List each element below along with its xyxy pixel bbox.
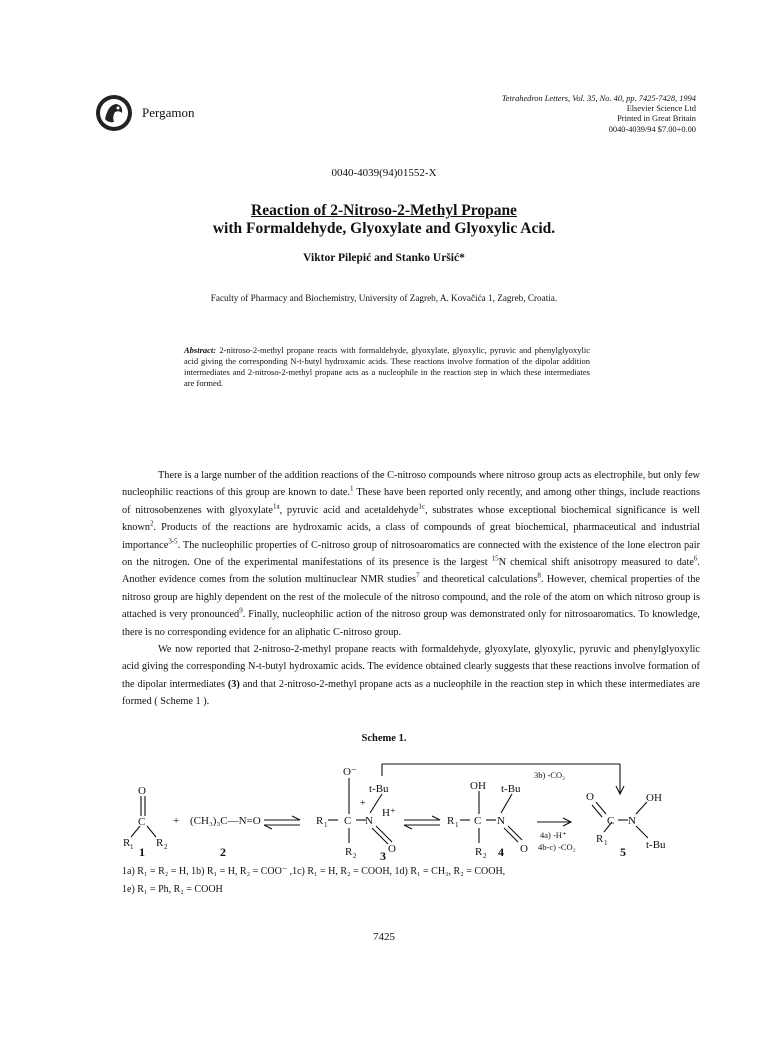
svg-text:+: +: [360, 798, 366, 809]
svg-text:R: R: [447, 815, 455, 827]
scheme-label: Scheme 1.: [361, 733, 407, 744]
svg-text:OH: OH: [470, 780, 486, 792]
publisher-name: Pergamon: [142, 105, 195, 120]
atom-r1: R: [123, 837, 131, 849]
svg-text:R: R: [596, 833, 604, 845]
abstract: [184, 345, 590, 389]
compound-number-4: 4: [498, 845, 504, 859]
svg-text:R: R: [475, 846, 483, 858]
svg-text:C: C: [344, 815, 352, 827]
compound-number-5: 5: [620, 845, 626, 859]
definitions-line-2: 1e) R₁ = Ph, R₂ = COOH: [122, 884, 223, 895]
svg-text:1: 1: [604, 839, 608, 847]
reaction-scheme: [120, 756, 710, 860]
body-text: [122, 467, 700, 711]
svg-text:C: C: [474, 815, 482, 827]
atom-c: C: [138, 816, 146, 828]
svg-text:R: R: [345, 846, 353, 858]
journal-price-code: 0040-4039/94 $7.00+0.00: [608, 124, 696, 134]
svg-text:1: 1: [324, 821, 328, 829]
svg-text:2: 2: [164, 843, 168, 851]
svg-text:1: 1: [130, 843, 134, 851]
abstract-text: 2-nitroso-2-methyl propane reacts with formaldehyde, glyoxylate, glyoxylic, pyruvic and phenylglyoxylic acid giving the corresponding N-t-butyl hydroxamic acids. These reactions involve formation of the dipolar addition intermediates and 2-nitroso-2-methyl propane acts as a nucleophile in the reaction step in which these intermediates are formed.: [184, 345, 591, 388]
svg-text:t-Bu: t-Bu: [501, 783, 521, 795]
svg-text:N: N: [628, 815, 636, 827]
arrow-label-4a: 4a) -H⁺: [540, 830, 567, 840]
svg-text:N: N: [497, 815, 505, 827]
svg-text:O: O: [586, 791, 594, 803]
atom-o: O: [138, 785, 146, 797]
svg-text:O: O: [520, 843, 528, 855]
arrow-label-4bc: 4b-c) -CO₂: [538, 842, 576, 852]
affiliation: Faculty of Pharmacy and Biochemistry, University of Zagreb, A. Kovačića 1, Zagreb, Croatia.: [210, 293, 558, 303]
compound-number-3: 3: [380, 849, 386, 860]
svg-text:1: 1: [455, 821, 459, 829]
svg-text:OH: OH: [646, 792, 662, 804]
reagent-2: (CH₃)₃C—N=O: [190, 815, 261, 827]
title-line-1: Reaction of 2-Nitroso-2-Methyl Propane: [251, 202, 517, 219]
paragraph-1: There is a large number of the addition reactions of the C-nitroso compounds where nitroso group acts as electrophile, but only few nucleophilic reactions of this group are known to date.$^1$ These have been reported only recently, and among other things, include reactions of nitrosobenzenes with glyoxylate$^{1a}$, pyruvic acid and acetaldehyde$^{1c}$, substrates whose exceptional biochemical significance is well known$^2$. Products of the reactions are hydroxamic acids, a class of compounds of great biochemical, pharmaceutical and industrial importance$^{3-5}$. The nucleophilic properties of C-nitroso group of nitrosoaromatics are connected with the existence of the lone electron pair on the nitrogen. One of the experimental manifestations of its presence is the largest $^{15}$N chemical shift anisotropy measured to date$^6$. Another evidence comes from the solution multinuclear NMR studies$^7$ and theoretical calculations$^8$. However, chemical properties of the nitroso group are highly dependent on the rest of the molecule of the nitroso compound, and the role of the atom on which nitroso group is attached is very pronounced$^9$. Finally, nucleophilic action of the nitroso group was demonstrated only for nitrosoaromatics. To knowledge, there is no corresponding evidence for an aliphatic C-nitroso group.: [122, 470, 701, 638]
svg-text:R: R: [316, 815, 324, 827]
svg-text:O: O: [388, 843, 396, 855]
svg-text:t-Bu: t-Bu: [369, 783, 389, 795]
substituent-definitions: [122, 863, 505, 899]
journal-printed: Printed in Great Britain: [617, 114, 696, 124]
journal-citation: Tetrahedron Letters, Vol. 35, No. 40, pp. 7425-7428, 1994: [501, 94, 696, 103]
pergamon-logo-icon: [94, 93, 134, 133]
o-minus: O⁻: [343, 766, 357, 778]
article-title: [60, 202, 708, 238]
doi-code: 0040-4039(94)01552-X: [331, 167, 437, 179]
journal-publisher: Elsevier Science Ltd: [626, 104, 696, 114]
compound-number-2: 2: [220, 845, 226, 859]
plus-sign: +: [173, 815, 180, 827]
svg-text:t-Bu: t-Bu: [646, 839, 666, 851]
publisher-block: [94, 93, 194, 133]
abstract-label: Abstract:: [184, 345, 217, 355]
compound-number-1: 1: [139, 845, 145, 859]
svg-text:N: N: [365, 815, 373, 827]
definitions-line-1: 1a) R₁ = R₂ = H, 1b) R₁ = H, R₂ = COO⁻ ,1c) R₁ = H, R₂ = COOH, 1d) R₁ = CH₃, R₂ = COOH,: [122, 866, 506, 877]
page-number: 7425: [373, 931, 395, 943]
title-line-2: with Formaldehyde, Glyoxylate and Glyoxylic Acid.: [212, 220, 556, 237]
svg-text:2: 2: [483, 852, 487, 860]
atom-r2: R: [156, 837, 164, 849]
journal-info: [396, 94, 696, 135]
svg-text:2: 2: [353, 852, 357, 860]
svg-text:C: C: [607, 815, 615, 827]
authors: Viktor Pilepić and Stanko Uršić*: [303, 252, 465, 264]
arrow-label-top: 3b) -CO₂: [534, 770, 566, 780]
paragraph-2: We now reported that 2-nitroso-2-methyl propane reacts with formaldehyde, glyoxylate, glyoxylic, pyruvic and phenylglyoxylic acid giving the corresponding N-t-butyl hydroxamic acids. The evidence obtained clearly suggests that these reactions involve formation of the dipolar intermediates (3) and that 2-nitroso-2-methyl propane acts as a nucleophile in the reaction step in which these intermediates are formed ( Scheme 1 ).: [122, 644, 700, 708]
h-plus: H⁺: [382, 807, 396, 819]
